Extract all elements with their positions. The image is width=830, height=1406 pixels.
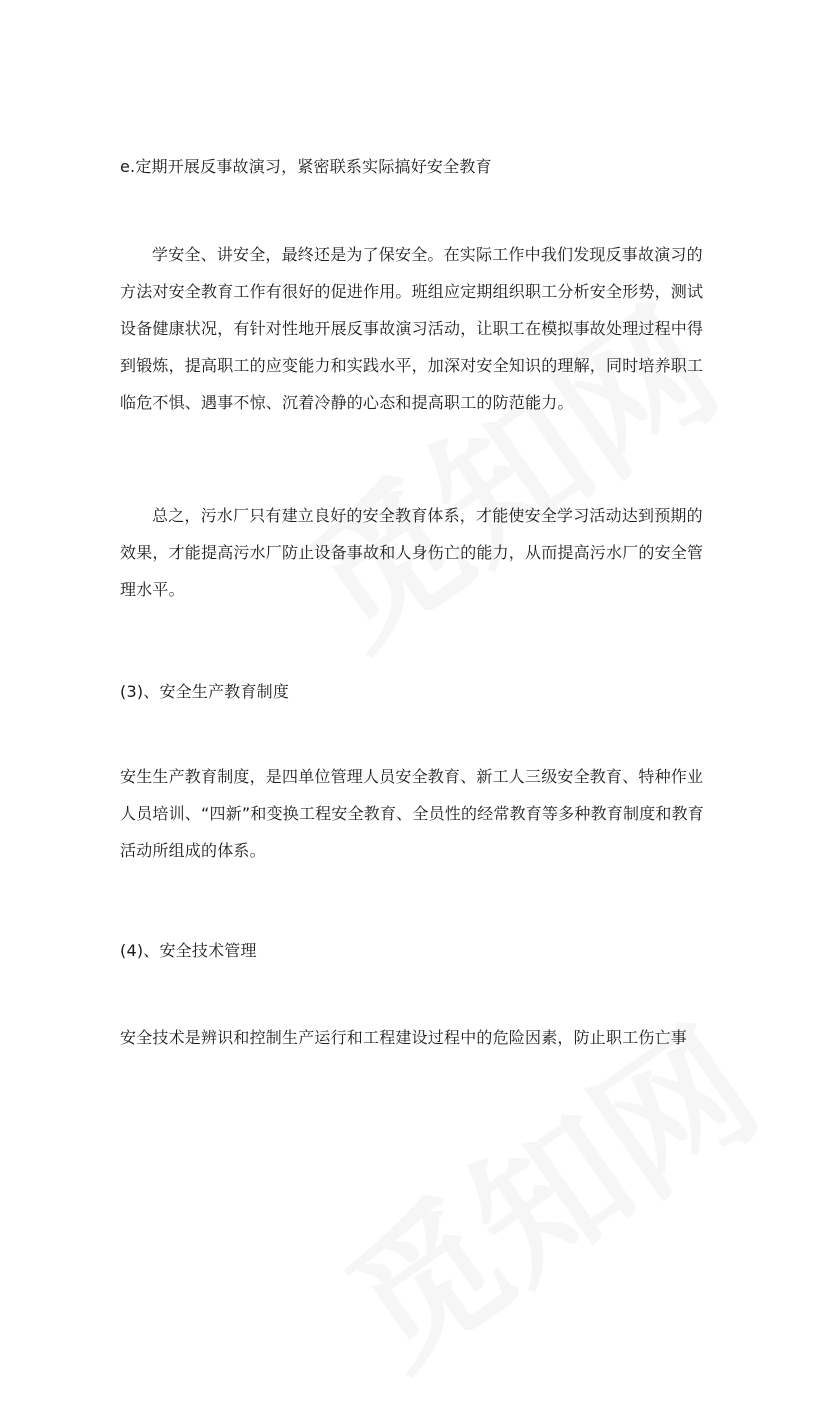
section-heading-e: e.定期开展反事故演习，紧密联系实际搞好安全教育 xyxy=(120,157,492,176)
paragraph-safety-technology: 安全技术是辨识和控制生产运行和工程建设过程中的危险因素，防止职工伤亡事 xyxy=(120,1028,688,1047)
paragraph-summary: 总之，污水厂只有建立良好的安全教育体系，才能使安全学习活动达到预期的效果，才能提高污水厂防止设备事故和人身伤亡的能力，从而提高污水厂的安全管理水平。 xyxy=(120,506,704,599)
paragraph-education-system: 安生生产教育制度，是四单位管理人员安全教育、新工人三级安全教育、特种作业人员培训、“四新”和变换工程安全教育、全员性的经常教育等多种教育制度和教育活动所组成的体系。 xyxy=(120,767,704,860)
section-heading-4: (4)、安全技术管理 xyxy=(120,941,257,960)
section-heading-3: (3)、安全生产教育制度 xyxy=(120,682,290,701)
paragraph-anti-accident-drill: 学安全、讲安全，最终还是为了保安全。在实际工作中我们发现反事故演习的方法对安全教育工作有很好的促进作用。班组应定期组织职工分析安全形势，测试设备健康状况，有针对性地开展反事故演习活动，让职工在模拟事故处理过程中得到锻炼，提高职工的应变能力和实践水平，加深对安全知识的理解，同时培养职工临危不惧、遇事不惊、沉着冷静的心态和提高职工的防范能力。 xyxy=(120,245,704,412)
